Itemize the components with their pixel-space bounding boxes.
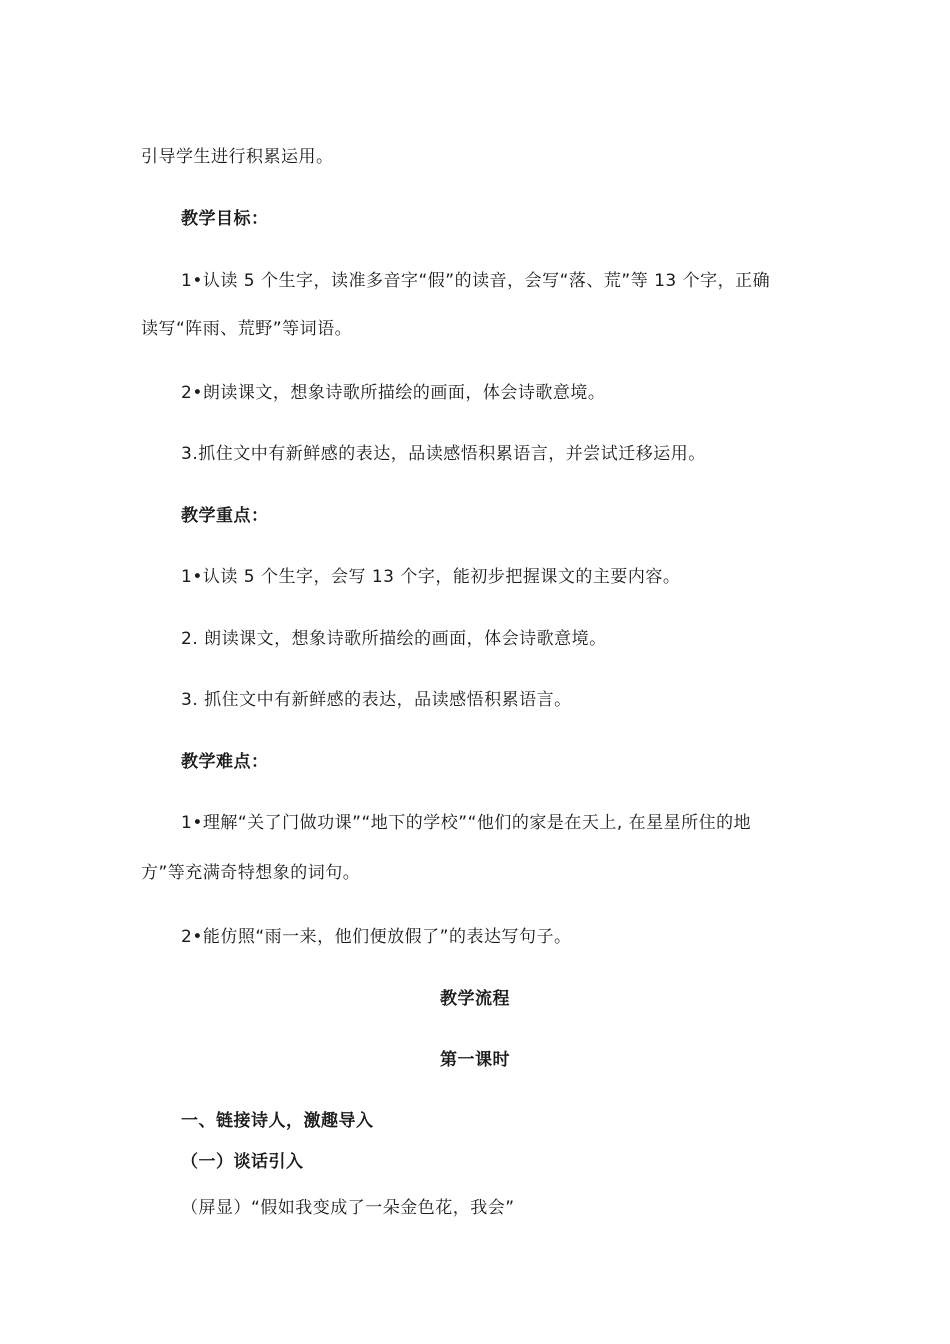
objectives-heading: 教学目标： [181, 209, 269, 229]
key-points-heading: 教学重点： [181, 506, 269, 526]
key-point-3: 3. 抓住文中有新鲜感的表达，品读感悟积累语言。 [181, 690, 572, 710]
subsection-1-heading: （一）谈话引入 [181, 1152, 304, 1172]
continuation-text: 引导学生进行积累运用。 [141, 147, 334, 167]
difficulty-1-line-1: 1•理解“关了门做功课”“地下的学校”“他们的家是在天上, 在星星所住的地 [181, 813, 752, 833]
key-point-1: 1•认读 5 个生字，会写 13 个字，能初步把握课文的主要内容。 [181, 567, 681, 587]
lesson-title: 第一课时 [440, 1050, 510, 1070]
screen-display-text: （屏显）“假如我变成了一朵金色花，我会” [181, 1198, 515, 1218]
objective-1-line-2: 读写“阵雨、荒野”等词语。 [141, 319, 353, 339]
section-1-heading: 一、链接诗人，激趣导入 [181, 1111, 374, 1131]
difficulty-2: 2•能仿照“雨一来，他们便放假了”的表达写句子。 [181, 927, 572, 947]
process-title: 教学流程 [440, 989, 510, 1009]
objective-3: 3.抓住文中有新鲜感的表达，品读感悟积累语言，并尝试迁移运用。 [181, 444, 706, 464]
key-point-2: 2. 朗读课文，想象诗歌所描绘的画面，体会诗歌意境。 [181, 629, 607, 649]
difficulty-1-line-2: 方”等充满奇特想象的词句。 [141, 863, 361, 883]
objective-1-line-1: 1•认读 5 个生字，读准多音字“假”的读音，会写“落、荒”等 13 个字，正确 [181, 271, 771, 291]
difficulties-heading: 教学难点： [181, 752, 269, 772]
objective-2: 2•朗读课文，想象诗歌所描绘的画面，体会诗歌意境。 [181, 383, 606, 403]
